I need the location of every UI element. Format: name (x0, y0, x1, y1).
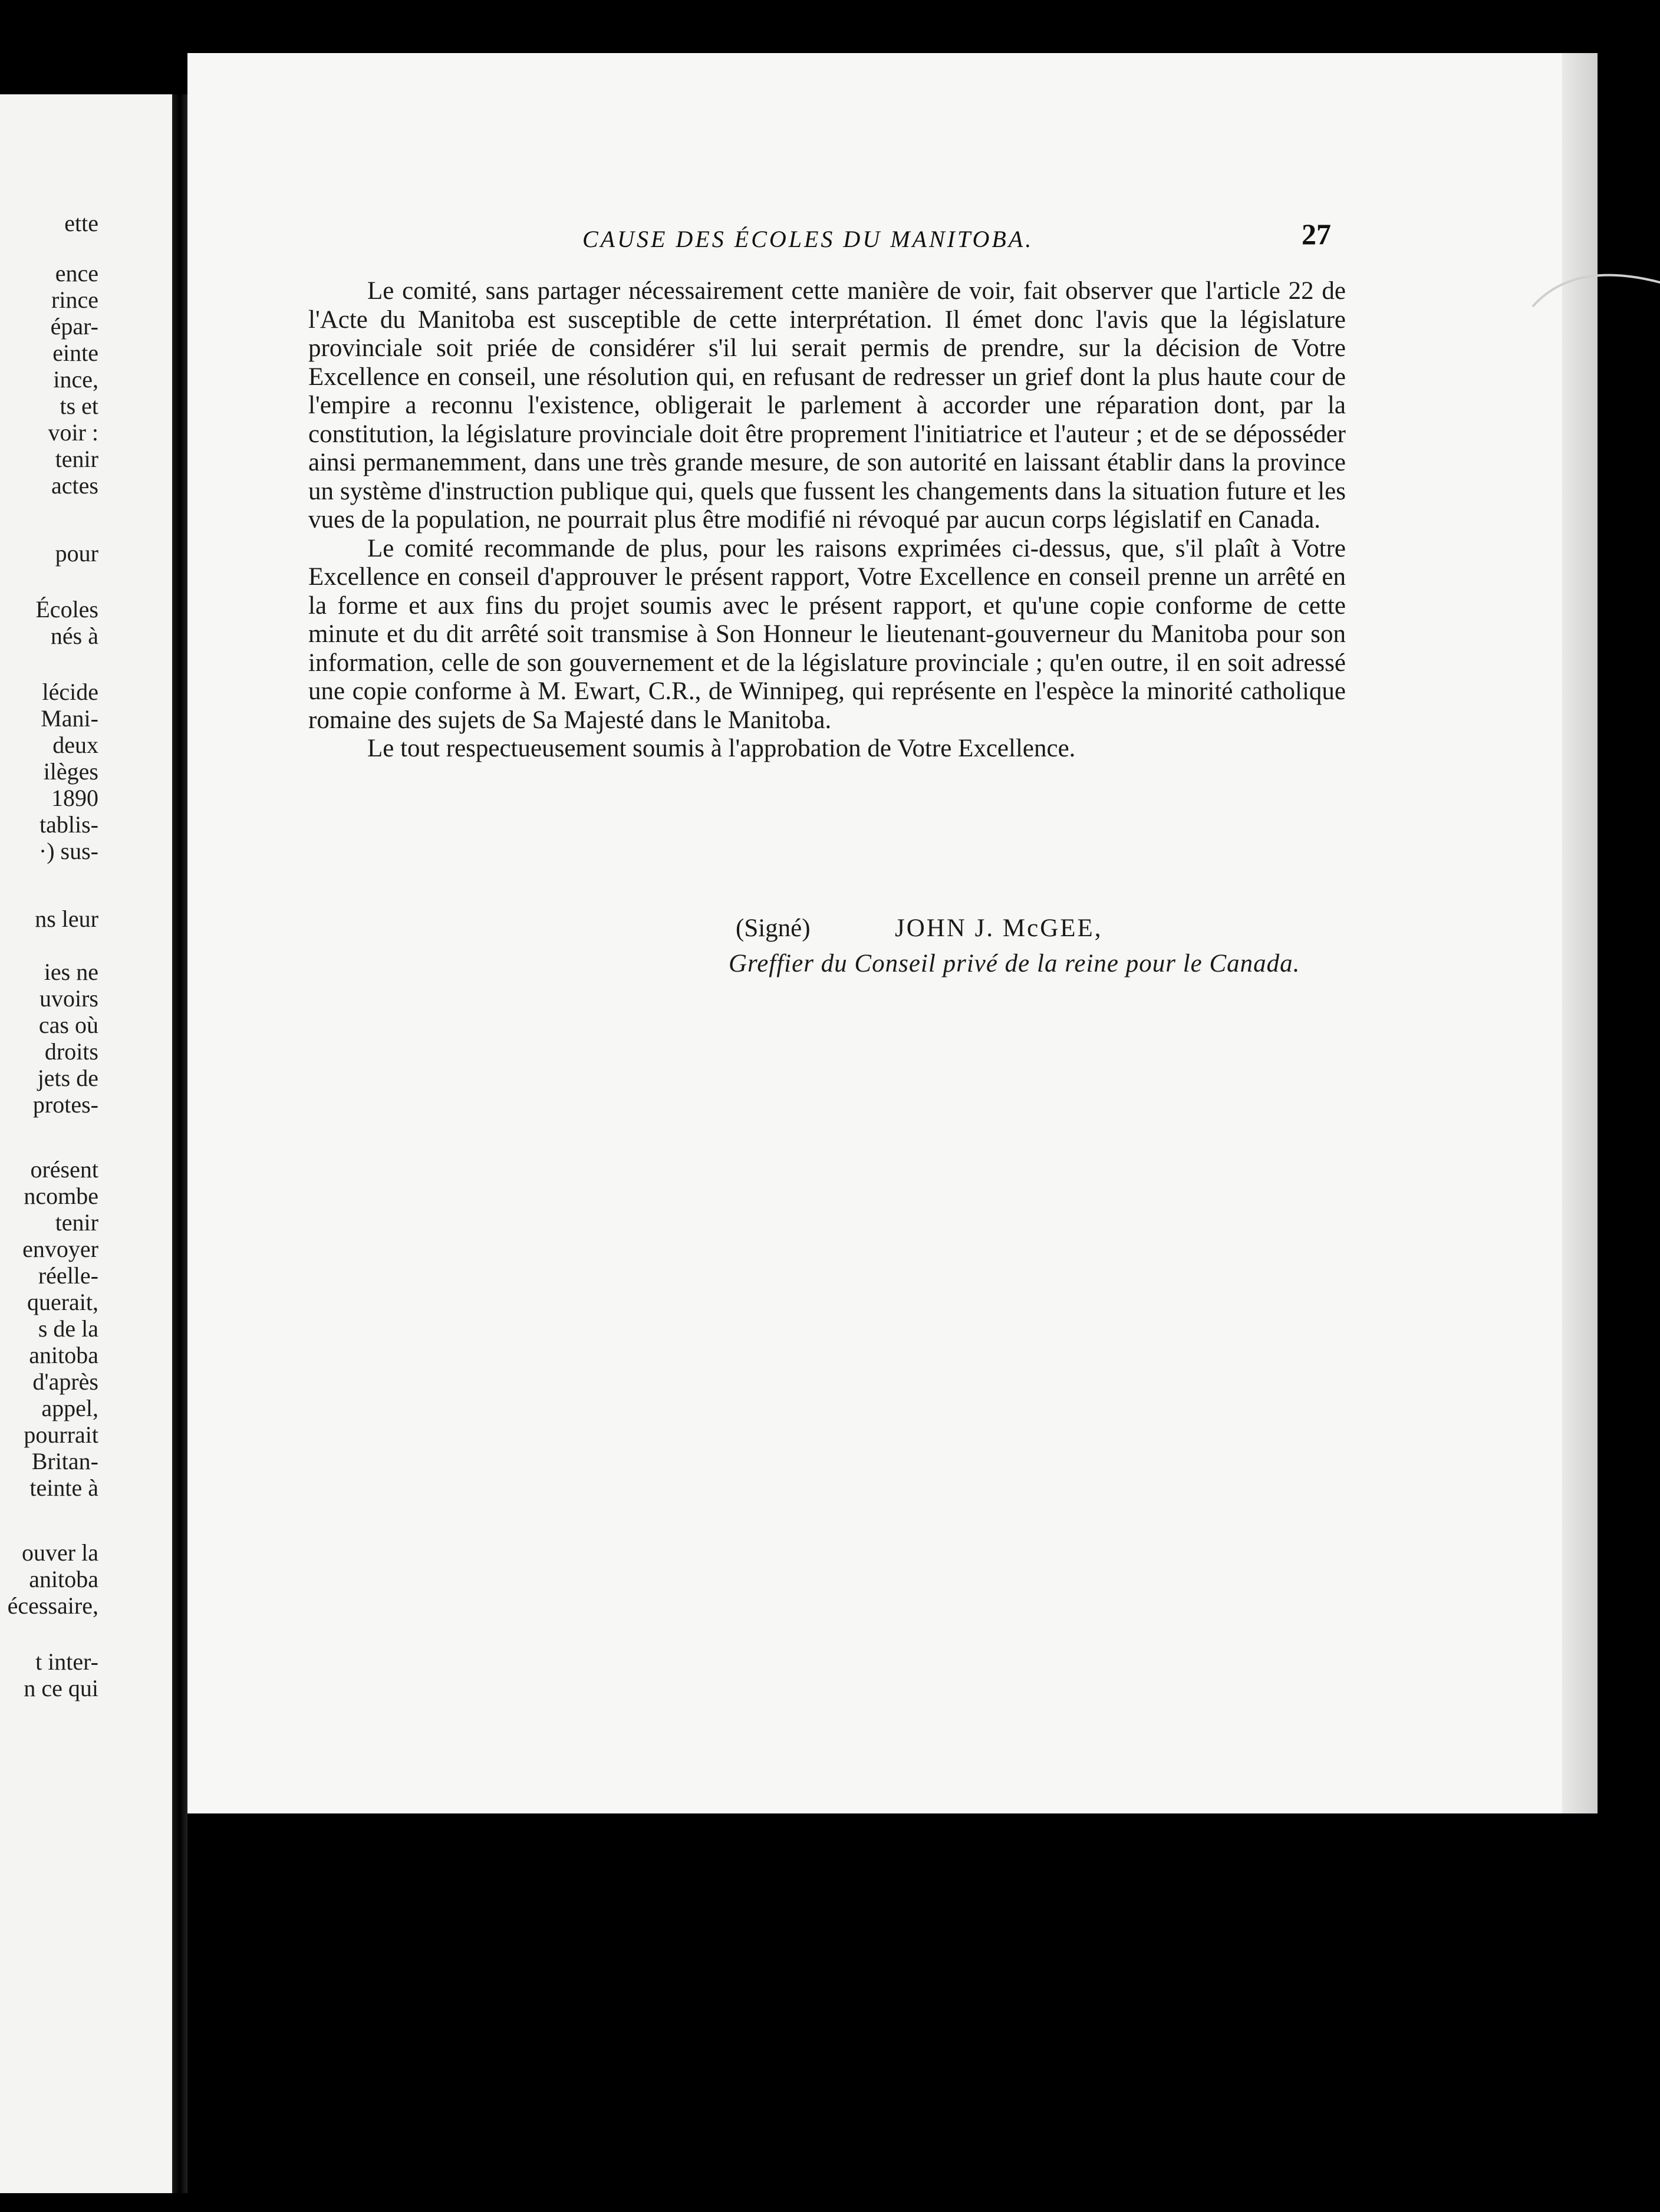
facing-page-fragment: épar- (50, 313, 98, 340)
facing-page-fragment: querait, (27, 1289, 98, 1315)
running-head: CAUSE DES ÉCOLES DU MANITOBA. (582, 226, 1034, 252)
document-page (187, 53, 1562, 1813)
facing-page-fragment: envoyer (22, 1236, 98, 1262)
facing-page-fragment: s de la (38, 1315, 98, 1342)
facing-page-fragment: ilèges (43, 758, 98, 785)
facing-page-left (0, 94, 172, 2193)
paragraph: Le comité, sans partager nécessairement cette manière de voir, fait observer que l'article 22 de l'Acte du Manitoba est susceptible de cette interprétation. Il émet donc l'avis que la législature provinciale soit priée de considérer s'il lui serait permis de prendre, sur la décision de Votre Excellence en conseil, une résolution qui, en refusant de redresser un grief dont la plus haute cour de l'empire a reconnu l'existence, obligerait le parlement à accorder une réparation dont, par la constitution, la législature provinciale doit être proprement l'initiatrice et l'auteur ; et de se déposséder ainsi permanemment, dans une très grande mesure, de son autorité en laissant établir dans la province un système d'instruction publique qui, quels que fussent les changements dans la situation future et les vues de la population, ne pourrait plus être modifié ni révoqué par aucun corps législatif en Canada. (308, 277, 1346, 534)
facing-page-fragment: ns leur (35, 906, 98, 932)
facing-page-fragment: ence (55, 260, 98, 287)
facing-page-fragment: 1890 (51, 785, 98, 811)
facing-page-fragment: pourrait (24, 1421, 98, 1448)
facing-page-fragment: protes- (32, 1091, 98, 1118)
facing-page-fragment: Britan- (31, 1448, 98, 1474)
facing-page-fragment: appel, (41, 1395, 98, 1421)
book-gutter (172, 94, 187, 2193)
facing-page-fragment: orésent (30, 1156, 98, 1183)
facing-page-fragment: ies ne (44, 959, 98, 985)
facing-page-fragment: voir : (48, 419, 98, 446)
facing-page-fragment: lécide (42, 679, 98, 705)
facing-page-fragment: d'après (32, 1368, 98, 1395)
paragraph: Le tout respectueusement soumis à l'approbation de Votre Excellence. (367, 735, 1076, 762)
facing-page-fragment: tenir (55, 1209, 98, 1236)
facing-page-fragment: t inter- (35, 1648, 98, 1675)
facing-page-fragment: écessaire, (7, 1592, 98, 1619)
facing-page-fragment: tablis- (39, 811, 98, 838)
facing-page-fragment: uvoirs (39, 985, 98, 1012)
facing-page-fragment: ·) sus- (38, 838, 98, 864)
facing-page-fragment: ince, (53, 366, 98, 393)
facing-page-fragment: teinte à (29, 1474, 98, 1501)
facing-page-fragment: cas où (38, 1012, 98, 1038)
facing-page-fragment: pour (55, 540, 98, 567)
facing-page-fragment: ette (64, 210, 98, 236)
facing-page-fragment: droits (44, 1038, 98, 1065)
facing-page-fragment: nés à (50, 623, 98, 649)
facing-page-fragment: deux (52, 732, 98, 758)
facing-page-fragment: anitoba (29, 1342, 98, 1368)
facing-page-fragment: Mani- (41, 705, 98, 732)
background-curve (1527, 248, 1660, 424)
facing-page-fragment: rince (51, 287, 98, 313)
facing-page-fragment: ncombe (24, 1183, 98, 1209)
facing-page-fragment: n ce qui (24, 1675, 98, 1701)
facing-page-fragment: actes (51, 472, 98, 499)
signed-label: (Signé) (736, 914, 811, 942)
signatory-name: JOHN J. McGEE, (895, 914, 1103, 942)
page-number: 27 (1302, 218, 1331, 251)
body-text (308, 277, 1346, 763)
facing-page-fragment: einte (52, 340, 98, 366)
facing-page-fragment: ouver la (22, 1539, 98, 1566)
facing-page-fragment: réelle- (38, 1262, 98, 1289)
facing-page-fragment: anitoba (29, 1566, 98, 1592)
facing-page-fragment: Écoles (35, 596, 98, 623)
facing-page-fragment: jets de (37, 1065, 98, 1091)
paragraph: Le comité recommande de plus, pour les raisons exprimées ci-dessus, que, s'il plaît à Votre Excellence en conseil d'approuver le présent rapport, Votre Excellence en conseil prenne un arrêté en la forme et aux fins du projet soumis avec le présent rapport, et qu'une copie conforme de cette minute et du dit arrêté soit transmise à Son Honneur le lieutenant-gouverneur du Manitoba pour son information, celle de son gouvernement et de la législature provinciale ; qu'en outre, il en soit adressé une copie conforme à M. Ewart, C.R., de Winnipeg, qui représente en l'espèce la minorité catholique romaine des sujets de Sa Majesté dans le Manitoba. (308, 534, 1346, 734)
facing-page-fragment: tenir (55, 446, 98, 472)
signature-line (736, 914, 1103, 943)
signatory-title: Greffier du Conseil privé de la reine pour le Canada. (729, 950, 1300, 977)
facing-page-fragment: ts et (60, 393, 98, 419)
